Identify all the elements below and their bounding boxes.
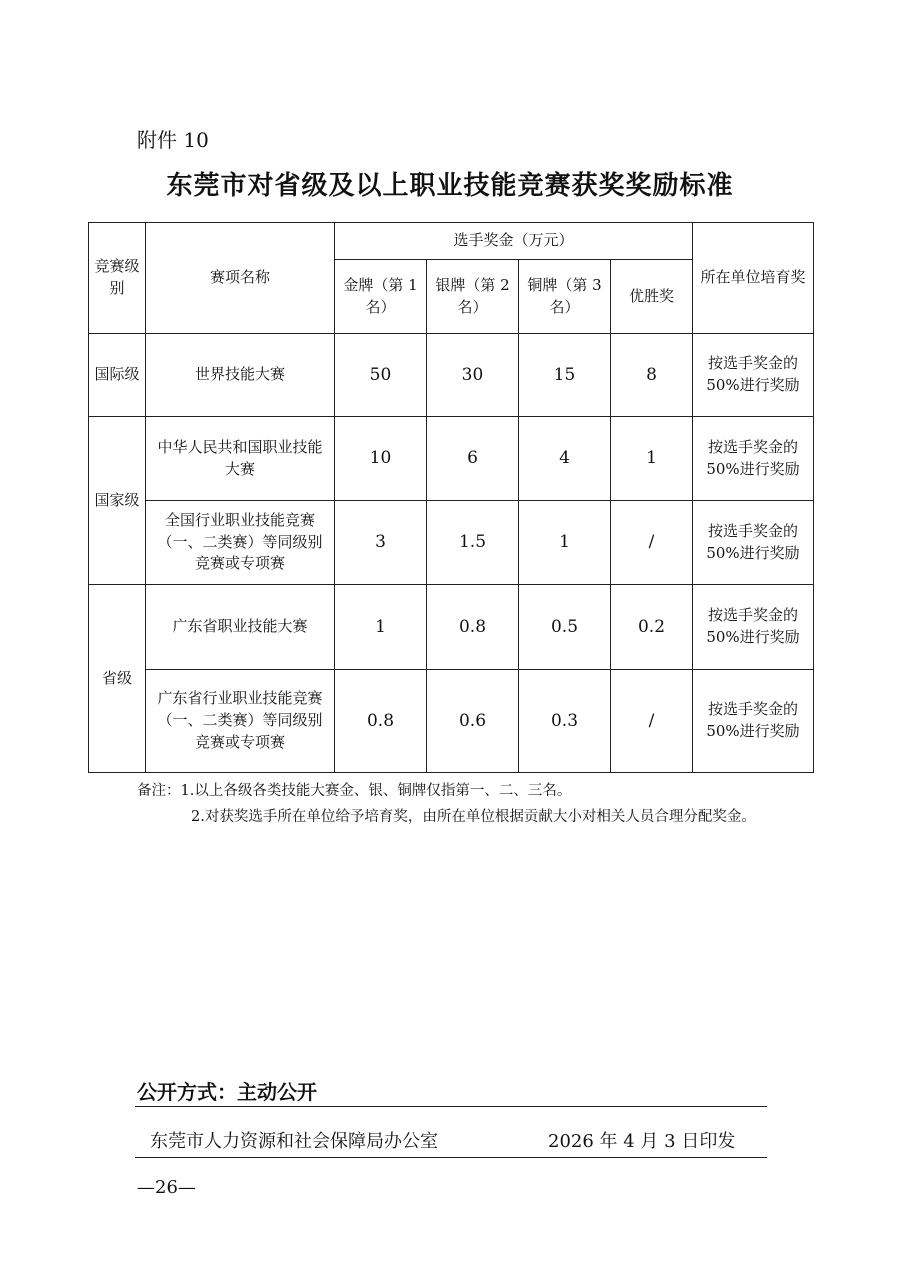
header-merit: 优胜奖 xyxy=(611,260,693,334)
silver-cell: 0.6 xyxy=(427,670,519,773)
event-name-cell: 全国行业职业技能竞赛（一、二类赛）等同级别竞赛或专项赛 xyxy=(146,501,335,585)
unit-award-cell: 按选手奖金的 50%进行奖励 xyxy=(693,501,814,585)
table-row xyxy=(89,585,814,670)
silver-cell: 1.5 xyxy=(427,501,519,585)
event-name-cell: 世界技能大赛 xyxy=(146,334,335,417)
unit-award-cell: 按选手奖金的 50%进行奖励 xyxy=(693,334,814,417)
event-name-cell: 广东省行业职业技能竞赛（一、二类赛）等同级别竞赛或专项赛 xyxy=(146,670,335,773)
level-cell: 国际级 xyxy=(89,334,146,417)
gold-cell: 0.8 xyxy=(335,670,427,773)
award-table xyxy=(88,222,814,773)
bronze-cell: 0.5 xyxy=(519,585,611,670)
merit-cell: 8 xyxy=(611,334,693,417)
header-level: 竞赛级别 xyxy=(89,223,146,334)
bronze-cell: 4 xyxy=(519,417,611,501)
footer-divider-bottom xyxy=(135,1157,767,1158)
document-title: 东莞市对省级及以上职业技能竞赛获奖奖励标准 xyxy=(166,171,734,201)
unit-award-cell: 按选手奖金的 50%进行奖励 xyxy=(693,417,814,501)
merit-cell: / xyxy=(611,670,693,773)
silver-cell: 6 xyxy=(427,417,519,501)
header-silver: 银牌（第 2 名） xyxy=(427,260,519,334)
header-prize-group: 选手奖金（万元） xyxy=(335,223,693,260)
bronze-cell: 15 xyxy=(519,334,611,417)
level-cell: 省级 xyxy=(89,585,146,773)
header-gold: 金牌（第 1 名） xyxy=(335,260,427,334)
attachment-label: 附件 10 xyxy=(137,128,209,152)
event-name-cell: 中华人民共和国职业技能大赛 xyxy=(146,417,335,501)
footer-divider-top xyxy=(135,1106,767,1107)
merit-cell: / xyxy=(611,501,693,585)
table-row xyxy=(89,501,814,585)
table-row xyxy=(89,670,814,773)
issue-date: 2026 年 4 月 3 日印发 xyxy=(548,1131,736,1152)
issuing-office: 东莞市人力资源和社会保障局办公室 xyxy=(150,1131,438,1152)
silver-cell: 0.8 xyxy=(427,585,519,670)
remark-1: 备注：1.以上各级各类技能大赛金、银、铜牌仅指第一、二、三名。 xyxy=(137,783,572,799)
gold-cell: 3 xyxy=(335,501,427,585)
unit-award-cell: 按选手奖金的 50%进行奖励 xyxy=(693,670,814,773)
publicity-method: 公开方式：主动公开 xyxy=(137,1080,317,1104)
gold-cell: 1 xyxy=(335,585,427,670)
remarks xyxy=(137,778,777,830)
gold-cell: 10 xyxy=(335,417,427,501)
header-event-name: 赛项名称 xyxy=(146,223,335,334)
silver-cell: 30 xyxy=(427,334,519,417)
page-number: —26— xyxy=(137,1177,196,1198)
gold-cell: 50 xyxy=(335,334,427,417)
event-name-cell: 广东省职业技能大赛 xyxy=(146,585,335,670)
table-header-row xyxy=(89,223,814,260)
merit-cell: 1 xyxy=(611,417,693,501)
bronze-cell: 0.3 xyxy=(519,670,611,773)
header-unit-award: 所在单位培育奖 xyxy=(693,223,814,334)
table-row xyxy=(89,334,814,417)
table-row xyxy=(89,417,814,501)
unit-award-cell: 按选手奖金的 50%进行奖励 xyxy=(693,585,814,670)
header-bronze: 铜牌（第 3 名） xyxy=(519,260,611,334)
level-cell: 国家级 xyxy=(89,417,146,585)
bronze-cell: 1 xyxy=(519,501,611,585)
merit-cell: 0.2 xyxy=(611,585,693,670)
remark-2: 2.对获奖选手所在单位给予培育奖，由所在单位根据贡献大小对相关人员合理分配奖金。 xyxy=(191,809,756,825)
